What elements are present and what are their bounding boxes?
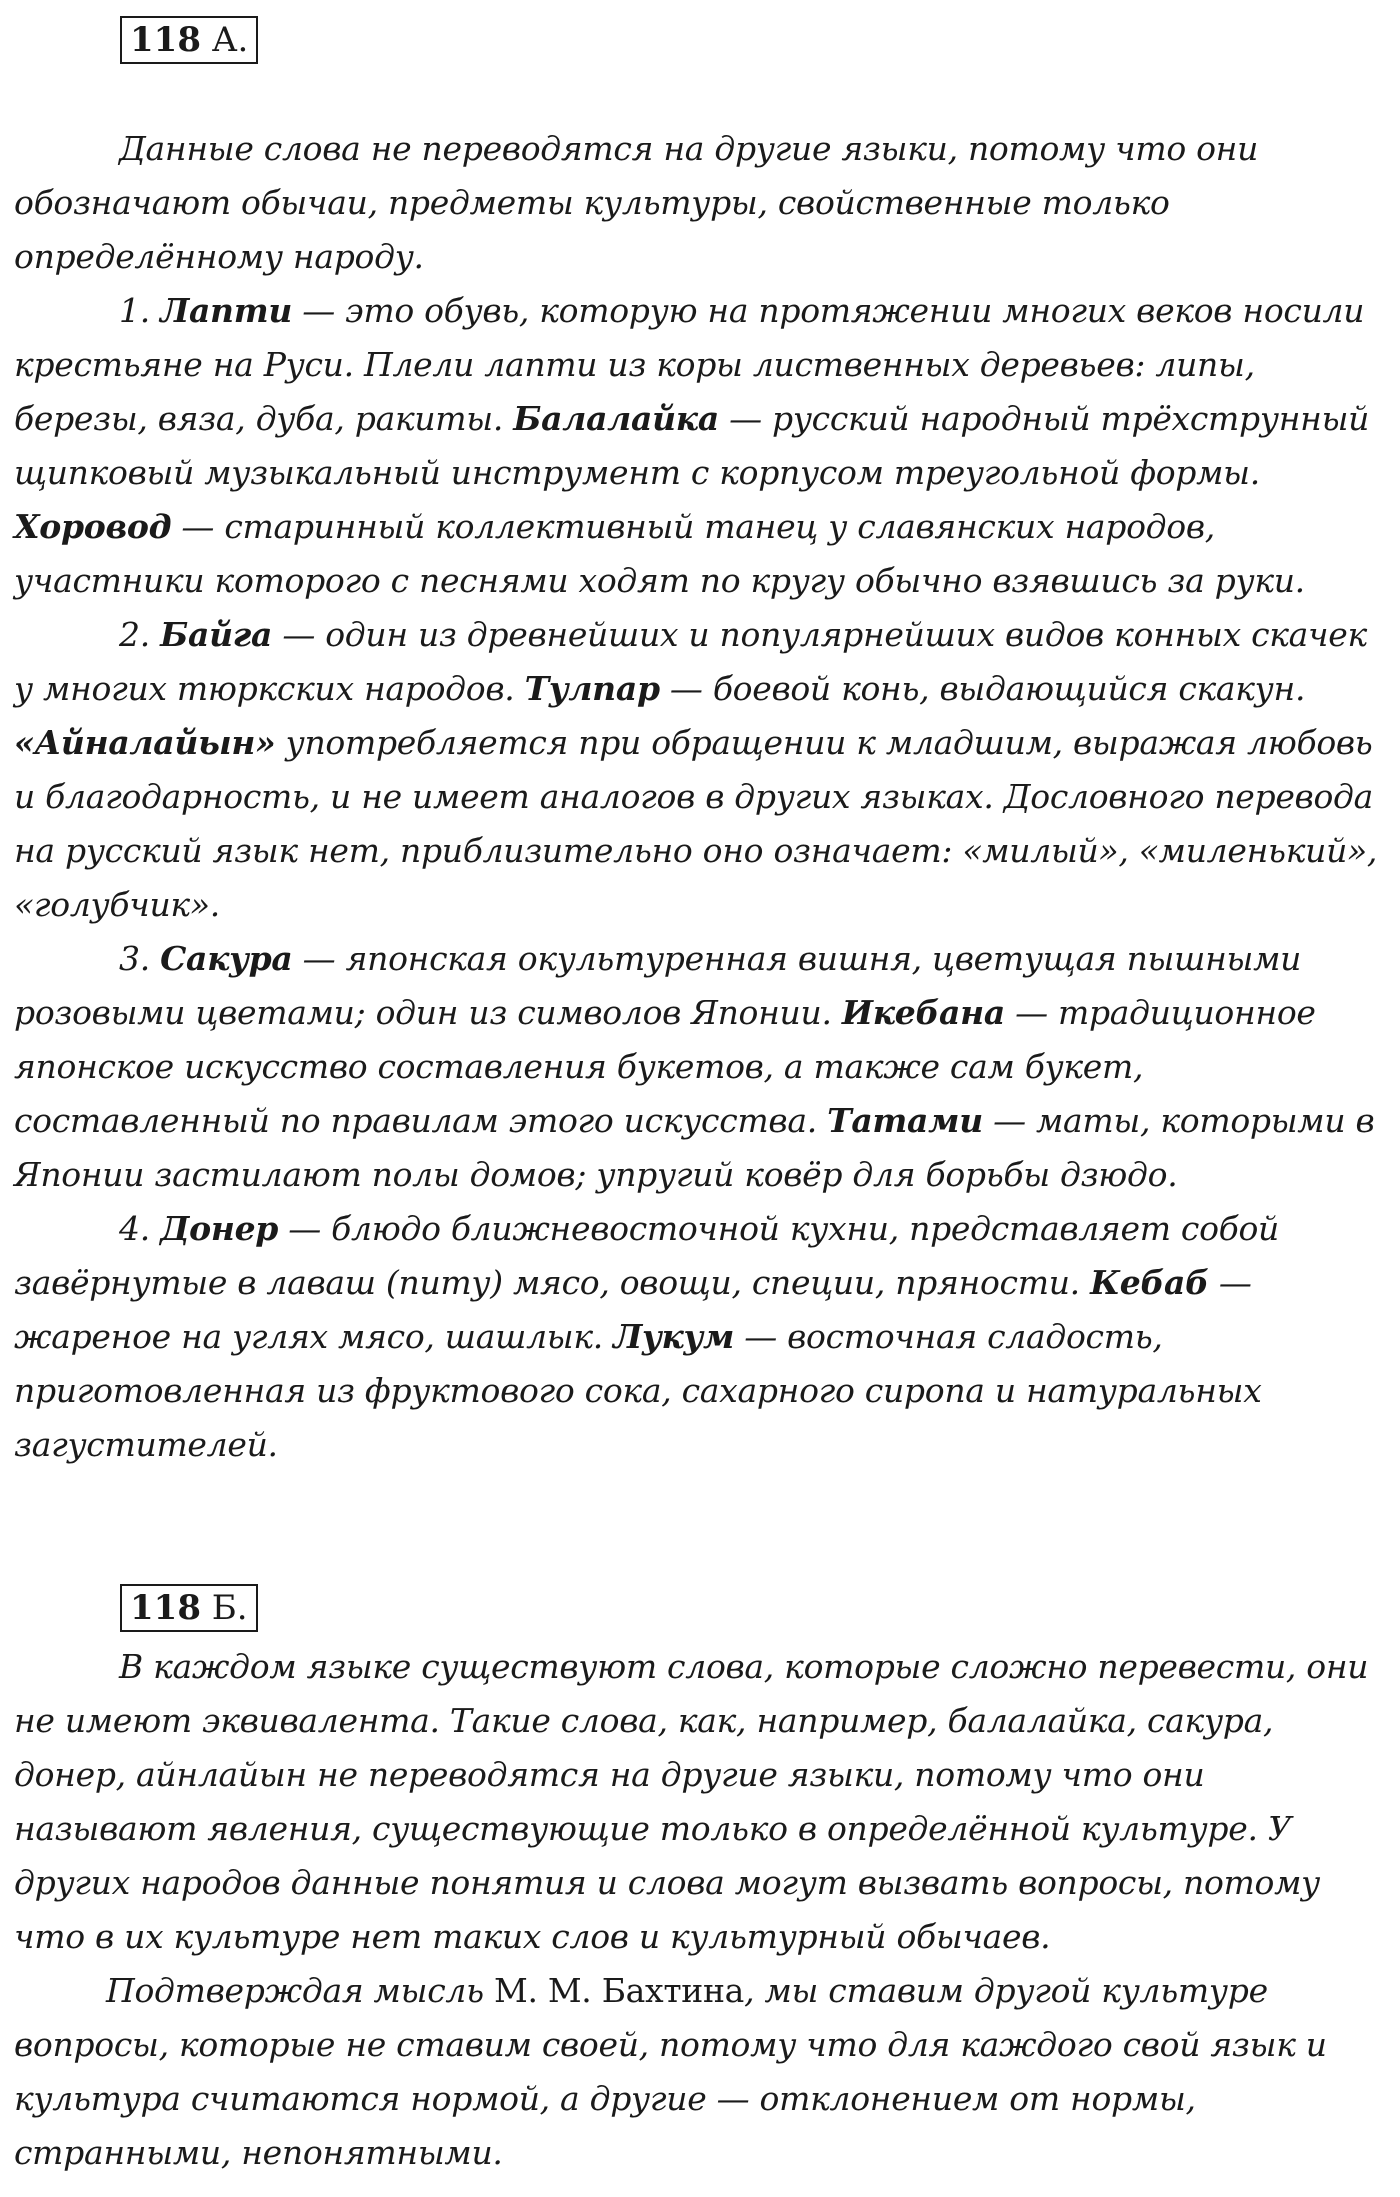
term: Татами	[827, 1101, 983, 1140]
term: Кебаб	[1090, 1263, 1209, 1302]
definition: — японская окультуренная вишня, цветущая пышными розовыми цветами; один из символов Японии.	[14, 939, 1302, 1032]
paragraph-text: Подтверждая мысль	[106, 1971, 494, 2010]
section-letter: Б.	[211, 1588, 248, 1628]
definition: — старинный коллективный танец у славянских народов, участники которого с песнями ходят по кругу обычно взявшись за руки.	[14, 507, 1305, 600]
section-letter: А.	[211, 20, 249, 60]
definition: — боевой конь, выдающийся скакун.	[659, 669, 1306, 708]
definition: — жареное на углях мясо, шашлык.	[14, 1263, 1252, 1356]
list-item	[14, 1202, 1384, 1472]
term: Тулпар	[524, 669, 660, 708]
list-item	[14, 932, 1384, 1202]
definition: — русский народный трёхструнный щипковый музыкальный инструмент с корпусом треугольной формы.	[14, 399, 1370, 492]
section-label-b	[120, 1584, 258, 1632]
intro-paragraph: Данные слова не переводятся на другие языки, потому что они обозначают обычаи, предметы культуры, свойственные только определённому народу.	[14, 129, 1259, 276]
paragraph-text: , мы ставим другой культуре вопросы, которые не ставим своей, потому что для каждого свой язык и культура считаются нормой, а другие — отклонением от нормы, странными, непонятными.	[14, 1971, 1327, 2172]
item-number: 2.	[119, 615, 150, 654]
item-number: 1.	[119, 291, 150, 330]
list-item	[14, 608, 1384, 932]
term: Лукум	[613, 1317, 735, 1356]
term: Сакура	[160, 939, 293, 978]
term: Лапти	[160, 291, 293, 330]
definition: — блюдо ближневосточной кухни, представляет собой завёрнутые в лаваш (питу) мясо, овощи, специи, пряности.	[14, 1209, 1280, 1302]
term: Байга	[160, 615, 273, 654]
section-label-a	[120, 16, 258, 64]
item-number: 3.	[119, 939, 150, 978]
paragraph: В каждом языке существуют слова, которые сложно перевести, они не имеют эквивалента. Такие слова, как, например, балалайка, сакура, донер, айнлайын не переводятся на другие языки, потому что они называют явления, существующие только в определённой культуре. У других народов данные понятия и слова могут вызвать вопросы, потому что в их культуре нет таких слов и культурный обычаев.	[14, 1647, 1369, 1956]
definition: — восточная сладость, приготовленная из фруктового сока, сахарного сиропа и натуральных загустителей.	[14, 1317, 1262, 1464]
definition: — один из древнейших и популярнейших видов конных скачек у многих тюркских народов.	[14, 615, 1367, 708]
term: Хоровод	[14, 507, 172, 546]
term: «Айналайын»	[14, 723, 276, 762]
section-number: 118	[130, 1588, 201, 1628]
list-item	[14, 284, 1384, 608]
section-a-text	[14, 122, 1384, 1472]
definition: — маты, которыми в Японии застилают полы домов; упругий ковёр для борьбы дзюдо.	[14, 1101, 1375, 1194]
definition: употребляется при обращении к младшим, выражая любовь и благодарность, и не имеет аналогов в других языках. Дословного перевода на русский язык нет, приблизительно оно означает: «милый», «миленький», «голубчик».	[14, 723, 1378, 924]
term: Донер	[160, 1209, 279, 1248]
definition: — традиционное японское искусство составления букетов, а также сам букет, составленный по правилам этого искусства.	[14, 993, 1316, 1140]
paragraph	[14, 1964, 1384, 2180]
section-number: 118	[130, 20, 201, 60]
term: Балалайка	[513, 399, 719, 438]
term: Икебана	[841, 993, 1005, 1032]
definition: — это обувь, которую на протяжении многих веков носили крестьяне на Руси. Плели лапти из коры лиственных деревьев: липы, березы, вяза, дуба, ракиты.	[14, 291, 1365, 438]
item-number: 4.	[119, 1209, 150, 1248]
author-name: М. М. Бахтина	[493, 1971, 745, 2010]
section-b-text	[14, 1640, 1384, 2180]
